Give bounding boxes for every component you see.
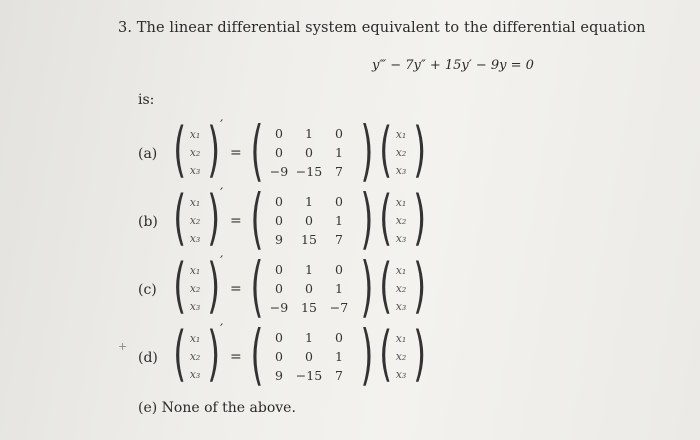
equals-sign: = <box>230 349 242 365</box>
matrix-entry: 0 <box>335 262 343 277</box>
matrix-entry: −9 <box>269 300 289 315</box>
left-paren: ( <box>379 115 393 185</box>
option-a-label: (a) <box>138 146 158 162</box>
lhs-vector-entry: x₁ <box>189 264 201 277</box>
matrix-left-paren: ( <box>250 180 264 257</box>
matrix-left-paren: ( <box>250 316 264 393</box>
lhs-vector-entry: x₂ <box>189 282 201 295</box>
matrix-entry: 9 <box>275 368 283 383</box>
lhs-vector-entry: x₁ <box>189 128 201 141</box>
lhs-vector-entry: x₁ <box>189 332 201 345</box>
rhs-vector-entry: x₁ <box>395 196 407 209</box>
rhs-vector-entry: x₃ <box>395 164 407 177</box>
matrix-entry: 1 <box>305 330 313 345</box>
matrix-entry: 0 <box>275 349 283 364</box>
right-paren: ) <box>207 183 221 253</box>
rhs-vector-entry: x₂ <box>395 146 407 159</box>
option-a-rhs-vector <box>378 115 427 186</box>
option-c-matrix <box>248 248 374 325</box>
option-c-label: (c) <box>138 282 157 298</box>
option-b-lhs-vector <box>172 183 221 254</box>
rhs-vector-entry: x₃ <box>395 300 407 313</box>
option-d-matrix <box>248 316 374 393</box>
matrix-entry: 0 <box>305 281 313 296</box>
matrix-entry: 0 <box>275 213 283 228</box>
lhs-vector-entry: x₃ <box>189 164 201 177</box>
left-paren: ( <box>379 251 393 321</box>
matrix-entry: −9 <box>269 164 289 179</box>
matrix-entry: 0 <box>335 126 343 141</box>
left-paren: ( <box>173 319 187 389</box>
margin-mark: + <box>118 340 128 353</box>
matrix-entry: 7 <box>335 368 343 383</box>
matrix-entry: 0 <box>305 349 313 364</box>
matrix-entry: 1 <box>305 262 313 277</box>
rhs-vector-entry: x₂ <box>395 350 407 363</box>
option-c-lhs-vector <box>172 251 221 322</box>
lhs-vector-entry: x₃ <box>189 232 201 245</box>
option-a-matrix <box>248 112 374 189</box>
matrix-entry: 1 <box>305 126 313 141</box>
right-paren: ) <box>207 319 221 389</box>
matrix-right-paren: ) <box>360 248 374 325</box>
option-d-rhs-vector <box>378 319 427 390</box>
derivative-prime: ′ <box>220 254 224 270</box>
right-paren: ) <box>413 183 427 253</box>
matrix-entry: 0 <box>335 194 343 209</box>
rhs-vector-entry: x₁ <box>395 332 407 345</box>
right-paren: ) <box>207 251 221 321</box>
derivative-prime: ′ <box>220 118 224 134</box>
matrix-entry: 7 <box>335 164 343 179</box>
matrix-entry: 1 <box>335 349 343 364</box>
matrix-entry: 0 <box>305 145 313 160</box>
matrix-entry: 0 <box>275 145 283 160</box>
derivative-prime: ′ <box>220 186 224 202</box>
equals-sign: = <box>230 281 242 297</box>
right-paren: ) <box>413 115 427 185</box>
option-d-label: (d) <box>138 350 158 366</box>
right-paren: ) <box>413 319 427 389</box>
lhs-vector-entry: x₃ <box>189 368 201 381</box>
left-paren: ( <box>379 183 393 253</box>
matrix-left-paren: ( <box>250 248 264 325</box>
rhs-vector-entry: x₁ <box>395 264 407 277</box>
matrix-entry: 1 <box>335 281 343 296</box>
matrix-entry: 9 <box>275 232 283 247</box>
option-e-none[interactable]: (e) None of the above. <box>138 400 296 416</box>
matrix-entry: 1 <box>335 145 343 160</box>
matrix-right-paren: ) <box>360 112 374 189</box>
right-paren: ) <box>413 251 427 321</box>
matrix-entry: 1 <box>335 213 343 228</box>
lhs-vector-entry: x₂ <box>189 214 201 227</box>
matrix-entry: 0 <box>275 194 283 209</box>
matrix-entry: 0 <box>335 330 343 345</box>
option-c-rhs-vector <box>378 251 427 322</box>
derivative-prime: ′ <box>220 322 224 338</box>
lhs-vector-entry: x₁ <box>189 196 201 209</box>
left-paren: ( <box>173 251 187 321</box>
option-b-label: (b) <box>138 214 158 230</box>
option-b-rhs-vector <box>378 183 427 254</box>
matrix-entry: 0 <box>275 330 283 345</box>
matrix-entry: 0 <box>305 213 313 228</box>
option-b-matrix <box>248 180 374 257</box>
matrix-entry: 7 <box>335 232 343 247</box>
matrix-entry: 0 <box>275 126 283 141</box>
matrix-entry: 15 <box>301 232 317 247</box>
left-paren: ( <box>379 319 393 389</box>
matrix-entry: 0 <box>275 262 283 277</box>
right-paren: ) <box>207 115 221 185</box>
option-d[interactable] <box>138 316 438 398</box>
left-paren: ( <box>173 115 187 185</box>
left-paren: ( <box>173 183 187 253</box>
differential-equation: y‴ − 7y″ + 15y′ − 9y = 0 <box>372 58 534 73</box>
rhs-vector-entry: x₃ <box>395 368 407 381</box>
option-a-lhs-vector <box>172 115 221 186</box>
question-text: 3. The linear differential system equivalent to the differential equation <box>118 20 646 36</box>
matrix-entry: −15 <box>295 164 323 179</box>
equals-sign: = <box>230 213 242 229</box>
matrix-left-paren: ( <box>250 112 264 189</box>
rhs-vector-entry: x₁ <box>395 128 407 141</box>
rhs-vector-entry: x₂ <box>395 282 407 295</box>
lhs-vector-entry: x₃ <box>189 300 201 313</box>
matrix-entry: −7 <box>329 300 349 315</box>
matrix-right-paren: ) <box>360 316 374 393</box>
matrix-entry: 0 <box>275 281 283 296</box>
lhs-vector-entry: x₂ <box>189 146 201 159</box>
matrix-entry: 15 <box>301 300 317 315</box>
lhs-vector-entry: x₂ <box>189 350 201 363</box>
is-label: is: <box>138 92 155 108</box>
matrix-right-paren: ) <box>360 180 374 257</box>
equals-sign: = <box>230 145 242 161</box>
rhs-vector-entry: x₂ <box>395 214 407 227</box>
rhs-vector-entry: x₃ <box>395 232 407 245</box>
matrix-entry: −15 <box>295 368 323 383</box>
matrix-entry: 1 <box>305 194 313 209</box>
option-d-lhs-vector <box>172 319 221 390</box>
